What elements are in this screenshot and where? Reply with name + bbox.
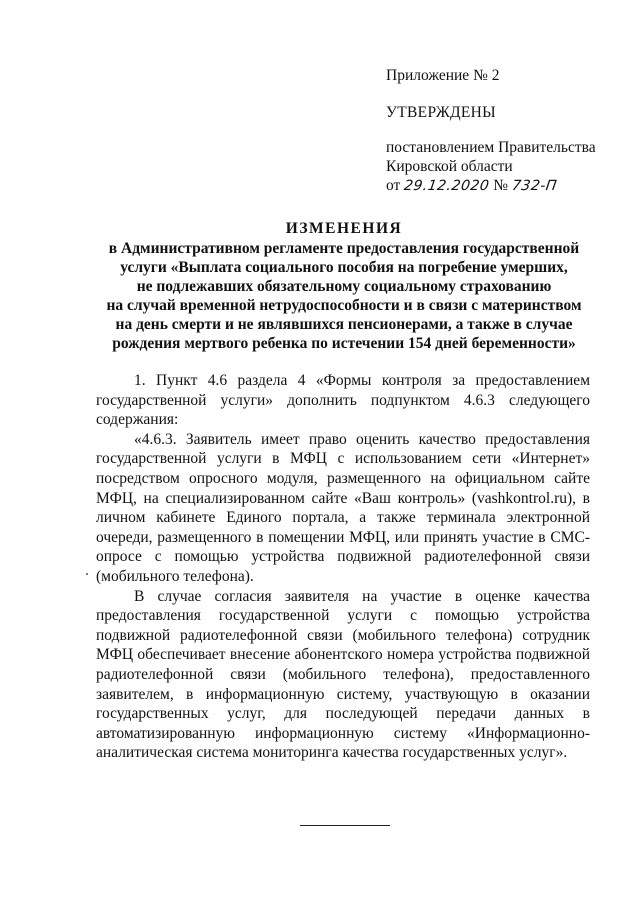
approval-block (386, 66, 616, 196)
end-divider (300, 825, 390, 826)
decree-line-2: Кировской области (386, 158, 513, 175)
appendix-label: Приложение № 2 (386, 67, 500, 84)
title-main: ИЗМЕНЕНИЯ (285, 220, 403, 237)
decree-line-1: постановлением Правительства (386, 139, 596, 156)
title-line: в Административном регламенте предоставления государственной (108, 240, 580, 257)
document-body (96, 371, 590, 763)
title-line: услуги «Выплата социального пособия на погребение умерших, (120, 259, 568, 276)
paragraph-subclause: «4.6.3. Заявитель имеет право оценить качество предоставления государственной услуги в МФЦ с использованием сети «Интернет» посредством опросного модуля, размещенного на официальном сайте МФЦ, на специализированном сайте «Ваш контроль» (vashkontrol.ru), в личном кабинете Единого портала, а также терминала электронной очереди, размещенного в помещении МФЦ, или принять участие в СМС-опросе с помощью устройства подвижной радиотелефонной связи (мобильного телефона). (96, 430, 590, 585)
date-prefix: от (386, 177, 401, 194)
number-label: № (493, 177, 509, 194)
decree-reference (386, 138, 616, 196)
title-line: не подлежавших обязательному социальному страхованию (136, 278, 552, 295)
title-line: рождения мертвого ребенка по истечении 154 дней беременности» (112, 335, 576, 352)
title-line: на день смерти и не являвшихся пенсионерами, а также в случае (115, 316, 573, 333)
paragraph-consent: В случае согласия заявителя на участие в оценке качества предоставления государственной услуги с помощью устройства подвижной радиотелефонной связи (мобильного телефона) сотрудник МФЦ обеспечивает внесение абонентского номера устройства подвижной радиотелефонной связи (мобильного телефона), предоставленного заявителем, в информационную систему, участвующую в оказании государственных услуг, для последующей передачи данных в автоматизированную информационную систему «Информационно-аналитическая система мониторинга качества государственных услуг». (96, 587, 590, 762)
handwritten-date: 29.12.2020 (403, 178, 491, 194)
scan-speck (86, 573, 88, 575)
handwritten-number: 732-П (510, 178, 558, 194)
paragraph-amendment: 1. Пункт 4.6 раздела 4 «Формы контроля за предоставлением государственной услуги» дополнить подпунктом 4.6.3 следующего содержания: (96, 372, 590, 429)
approved-label: УТВЕРЖДЕНЫ (386, 104, 496, 121)
decree-date-line (386, 176, 616, 196)
document-title (96, 219, 592, 353)
title-line: на случай временной нетрудоспособности и в связи с материнством (106, 297, 582, 314)
